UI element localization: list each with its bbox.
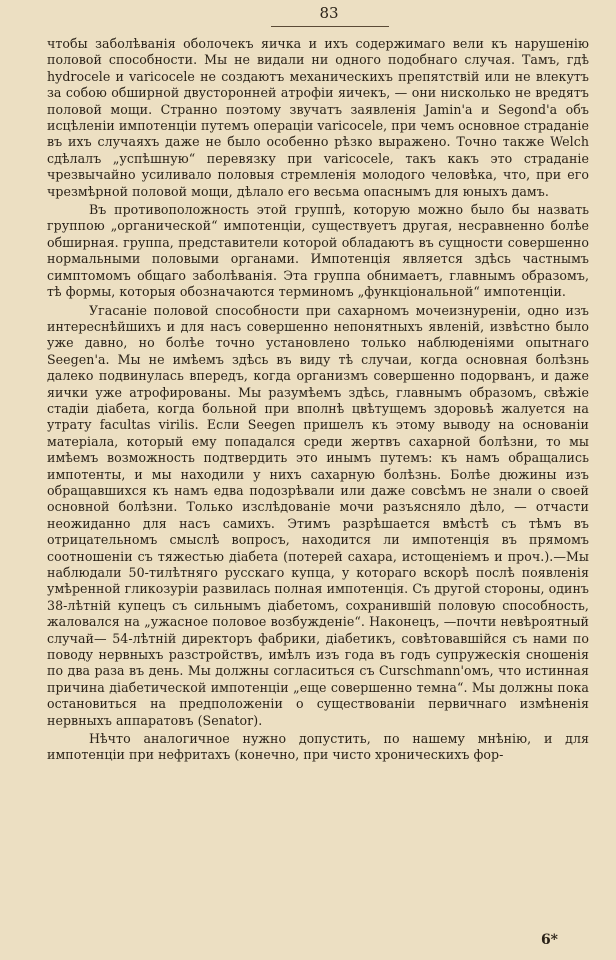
- signature-mark: 6*: [540, 932, 558, 948]
- page-number: 83: [319, 4, 339, 22]
- paragraph-4: Нѣчто аналогичное нужно допустить, по нашему мнѣнію, и для импотенціи при нефритахъ (конечно, при чисто хроническихъ фор-: [47, 731, 589, 763]
- header-rule: [271, 26, 389, 27]
- paragraph-1: чтобы заболѣванія оболочекъ яичка и ихъ содержимаго вели къ нарушенію половой способности. Мы не видали ни одного подобнаго случая. Тамъ, гдѣ hydrocele и varicocele не создаютъ механическихъ препятствій или не влекутъ за собою обширной двусторонней атрофіи яичекъ, — они нисколько не вредятъ половой мощи. Странно поэтому звучатъ заявленія Jamin'a и Segond'a объ исцѣленіи импотенціи путемъ операціи varicocele, при чемъ основное страданіе въ ихъ случаяхъ даже не было особенно рѣзко выражено. Точно также Welch сдѣлалъ „успѣшную“ перевязку при varicocele, такъ какъ это страданіе чрезвычайно усиливало половыя стремленія молодого человѣка, что, при его чрезмѣрной половой мощи, дѣлало его весьма опаснымъ для юныхъ дамъ.: [47, 36, 589, 199]
- paragraph-2: Въ противоположность этой группѣ, которую можно было бы назвать группою „органической“ импотенціи, существуетъ другая, несравненно болѣе обширная. группа, представители которой обладаютъ въ сущности совершенно нормальными половыми органами. Импотенція является здѣсь частнымъ симптомомъ общаго заболѣванія. Эта группа обнимаетъ, главнымъ образомъ, тѣ формы, которыя обозначаются терминомъ „функціональной“ импотенціи.: [47, 202, 589, 300]
- paragraph-3: Угасаніе половой способности при сахарномъ мочеизнуреніи, одно изъ интереснѣйшихъ и для насъ совершенно непонятныхъ явленій, извѣстно было уже давно, но болѣе точно установлено только наблюденіями опытнаго Seegen'a. Мы не имѣемъ здѣсь въ виду тѣ случаи, когда основная болѣзнь далеко подвинулась впередъ, когда организмъ совершенно подорванъ, и даже яички уже атрофированы. Мы разумѣемъ здѣсь, главнымъ образомъ, свѣжіе стадіи діабета, когда больной при вполнѣ цвѣтущемъ здоровьѣ жалуется на утрату facultas virilis. Если Seegen пришелъ къ этому выводу на основаніи матеріала, который ему попадался среди жертвъ сахарной болѣзни, то мы имѣемъ возможность подтвердить это инымъ путемъ: къ намъ обращались импотенты, и мы находили у нихъ сахарную болѣзнь. Болѣе дюжины изъ обращавшихся къ намъ едва подозрѣвали или даже совсѣмъ не знали о своей основной болѣзни. Только изслѣдованіе мочи разъясняло дѣло, — отчасти неожиданно для насъ самихъ. Этимъ разрѣшается вмѣстѣ съ тѣмъ въ отрицательномъ смыслѣ вопросъ, находится ли импотенція въ прямомъ соотношеніи съ тяжестью діабета (потерей сахара, истощеніемъ и проч.).—Мы наблюдали 50-тилѣтняго русскаго купца, у котораго вскорѣ послѣ появленія умѣренной гликозуріи развилась полная импотенція. Съ другой стороны, одинъ 38-лѣтній купецъ съ сильнымъ діабетомъ, сохранившій половую способность, жаловался на „ужасное половое возбужденіе“. Наконецъ, —почти невѣроятный случай— 54-лѣтній директоръ фабрики, діабетикъ, совѣтовавшійся съ нами по поводу нервныхъ разстройствъ, имѣлъ изъ года въ годъ супружескія сношенія по два раза въ день. Мы должны согласиться съ Curschmann'омъ, что истинная причина діабетической импотенціи „еще совершенно темна“. Мы должны пока остановиться на предположеніи о существованіи первичнаго измѣненія нервныхъ аппаратовъ (Senator).: [47, 302, 589, 728]
